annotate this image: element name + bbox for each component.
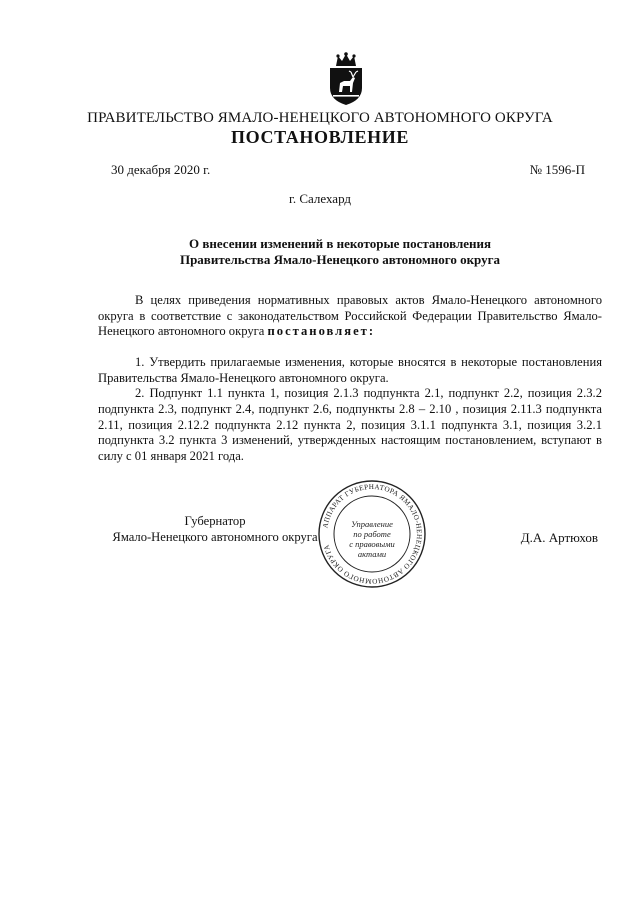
stamp-ring-text: АППАРАТ ГУБЕРНАТОРА ЯМАЛО-НЕНЕЦКОГО АВТОНОМНОГО ОКРУГА <box>321 482 424 586</box>
document-title <box>120 236 560 267</box>
position-line-2: Ямало-Ненецкого автономного округа <box>112 529 318 544</box>
stamp-inner-text <box>338 519 406 559</box>
government-name: ПРАВИТЕЛЬСТВО ЯМАЛО-НЕНЕЦКОГО АВТОНОМНОГО ОКРУГА <box>87 110 553 126</box>
stamp-line-1: Управление <box>351 519 393 529</box>
coat-of-arms-emblem <box>326 52 366 106</box>
preamble-paragraph <box>98 293 602 340</box>
position-line-1: Губернатор <box>184 514 246 528</box>
document-type-heading: ПОСТАНОВЛЕНИЕ <box>231 127 409 147</box>
preamble-text: В целях приведения нормативных правовых актов Ямало-Ненецкого автономного округа в соответствие с законодательством Российской Федерации Правительство Ямало-Ненецкого автономного округа <box>98 293 602 339</box>
stamp-line-3: с правовыми <box>349 539 395 549</box>
item-1-paragraph: 1. Утвердить прилагаемые изменения, которые вносятся в некоторые постановления Правительства Ямало-Ненецкого автономного округа. <box>98 355 602 385</box>
item-2-paragraph: 2. Подпункт 1.1 пункта 1, позиция 2.1.3 подпункта 2.1, подпункт 2.2, позиция 2.3.2 подпункта 2.3, подпункт 2.4, подпункт 2.6, подпункты 2.8 – 2.10 , позиция 2.11.3 подпункта 2.11, позиция 2.12.2 подпункта 2.12 пункта 2, позиция 3.1.1 подпункта 3.1, позиция 3.2.1 подпункта 3.2 пункта 3 изменений, утвержденных настоящим постановлением, вступают в силу с 01 января 2021 года. <box>98 386 602 463</box>
document-number: № 1596-П <box>529 162 585 177</box>
signatory-position <box>95 514 335 545</box>
stamp-line-2: по работе <box>353 529 391 539</box>
document-city: г. Салехард <box>288 191 352 206</box>
stamp-line-4: актами <box>357 549 387 559</box>
document-body <box>98 293 602 464</box>
signatory-name: Д.А. Артюхов <box>520 530 598 545</box>
document-date: 30 декабря 2020 г. <box>111 162 211 177</box>
title-line-1: О внесении изменений в некоторые постановления <box>188 236 492 251</box>
resolves-word: постановляет: <box>267 324 376 339</box>
title-line-2: Правительства Ямало-Ненецкого автономного округа <box>179 251 501 267</box>
